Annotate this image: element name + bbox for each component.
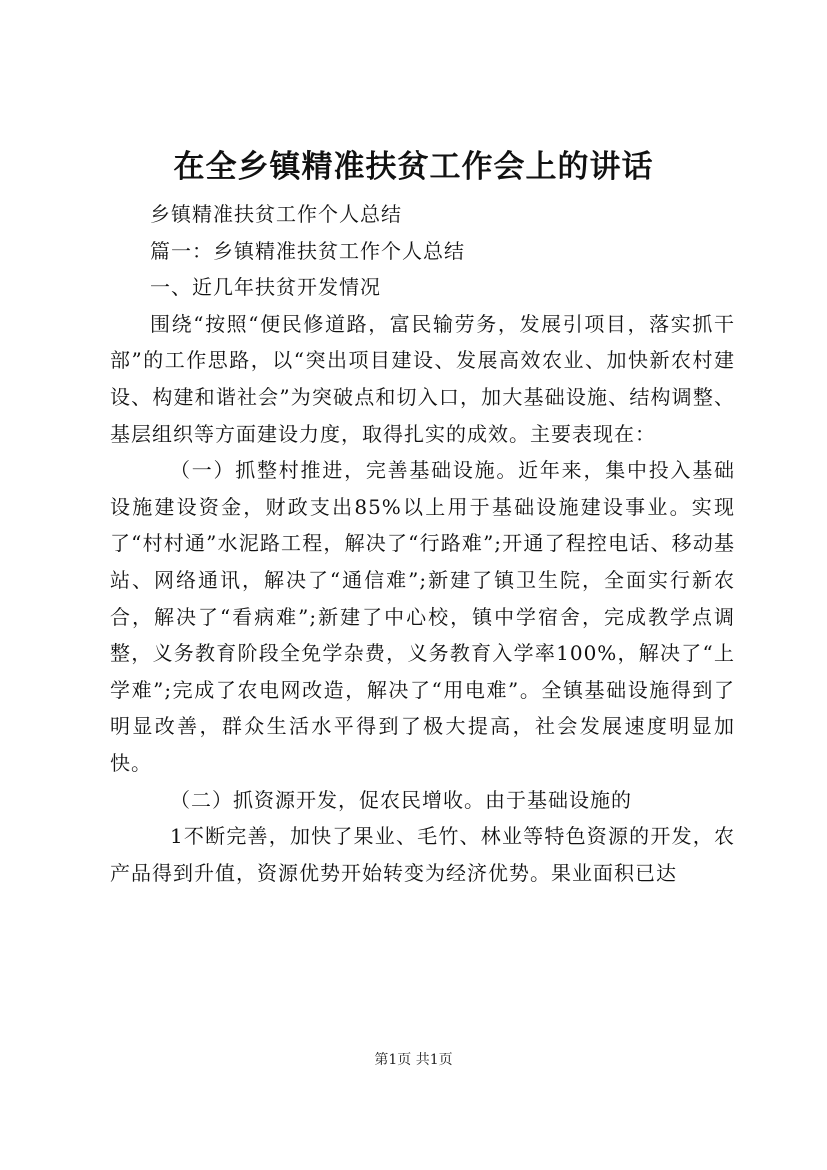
paragraph-subtitle: 乡镇精准扶贫工作个人总结 <box>150 202 402 226</box>
paragraph-body: （二）抓资源开发，促农民增收。由于基础设施的 <box>170 787 632 812</box>
paragraph-section-heading: 一、近几年扶贫开发情况 <box>150 275 381 300</box>
paragraph-chapter-heading: 篇一：乡镇精准扶贫工作个人总结 <box>150 238 465 263</box>
paragraph-body: 1不断完善，加快了果业、毛竹、林业等特色资源的开发，农产品得到升值，资源优势开始转变为经济优势。果业面积已达 <box>110 824 735 885</box>
document-title: 在全乡镇精准扶贫工作会上的讲话 <box>173 149 654 185</box>
paragraph-body: （一）抓整村推进，完善基础设施。近年来，集中投入基础设施建设资金，财政支出85%以上用于基础设施建设事业。实现了“村村通”水泥路工程，解决了“行路难”;开通了程控电话、移动基站、网络通讯，解决了“通信难”;新建了镇卫生院，全面实行新农合，解决了“看病难”;新建了中心校，镇中学宿舍，完成教学点调整，义务教育阶段全免学杂费，义务教育入学率100%，解决了“上学难”;完成了农电网改造，解决了“用电难”。全镇基础设施得到了明显改善，群众生活水平得到了极大提高，社会发展速度明显加快。 <box>110 458 735 775</box>
page-number-footer: 第1页 共1页 <box>374 1052 453 1068</box>
paragraph-body: 围绕“按照“便民修道路，富民输劳务，发展引项目，落实抓干部”的工作思路，以“突出项目建设、发展高效农业、加快新农村建设、构建和谐社会”为突破点和切入口，加大基础设施、结构调整、基层组织等方面建设力度，取得扎实的成效。主要表现在： <box>110 311 735 446</box>
document-body <box>110 196 735 891</box>
